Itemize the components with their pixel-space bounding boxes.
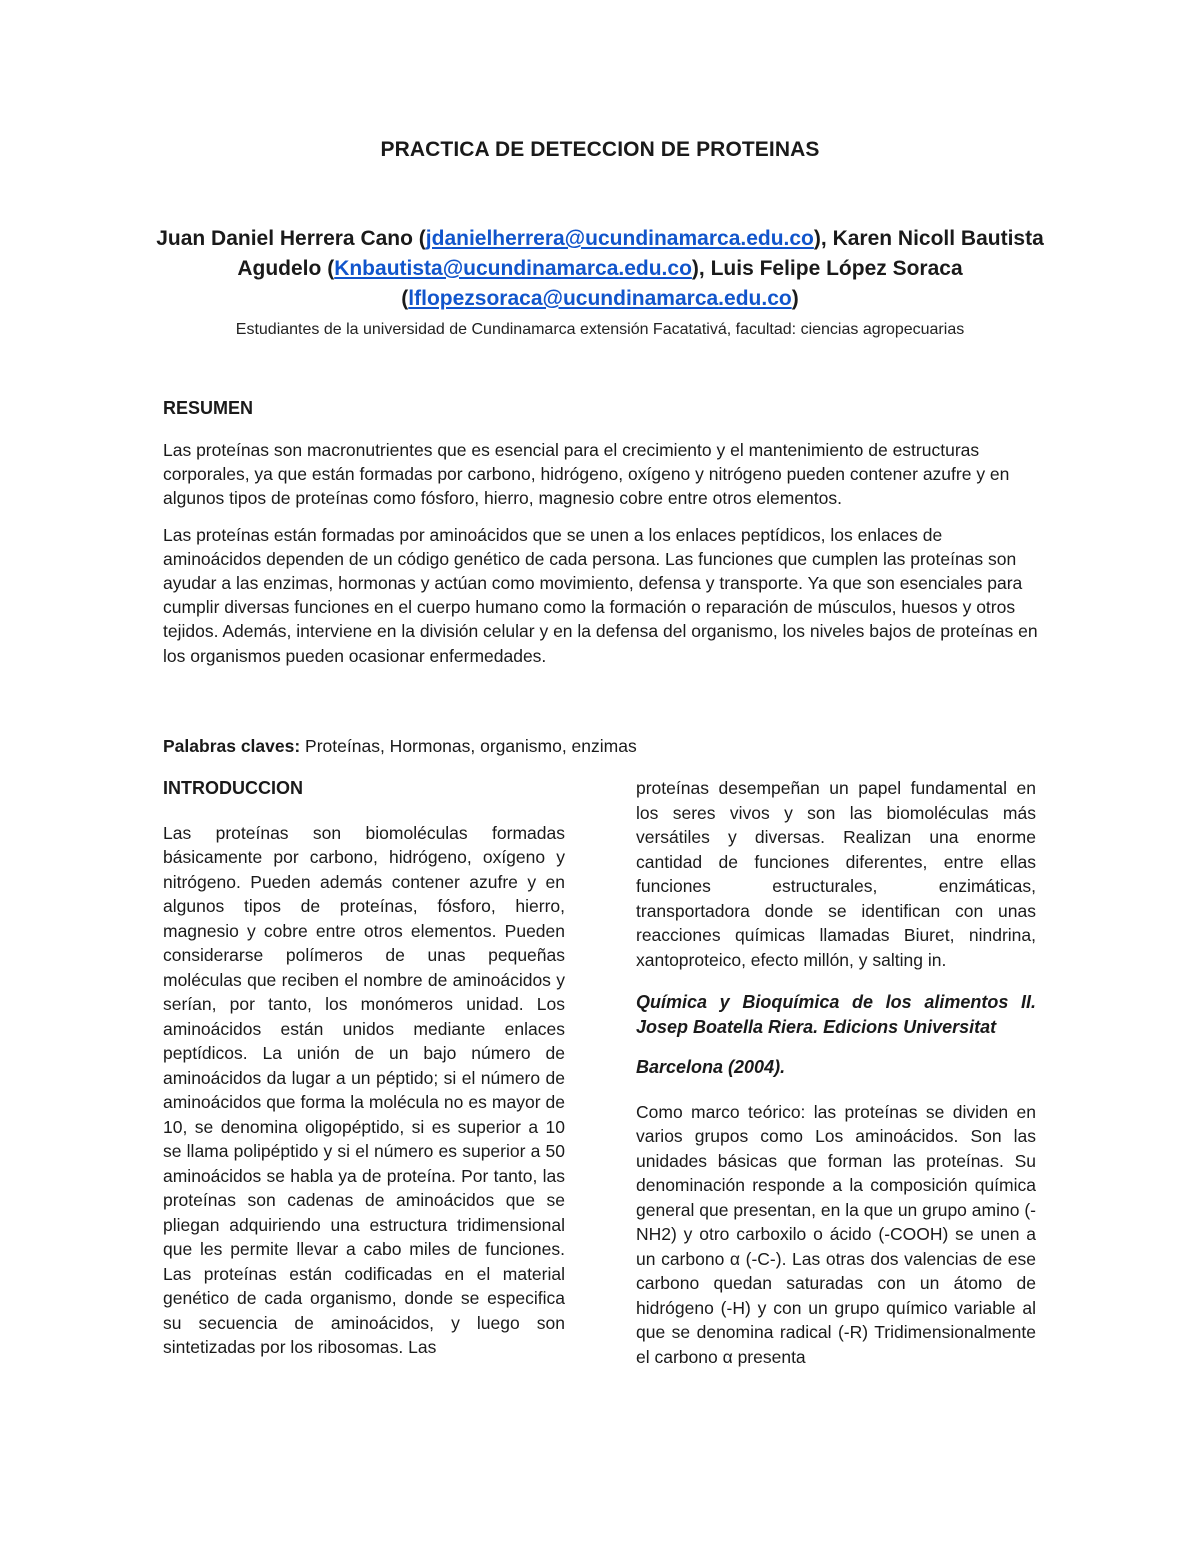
author-name: Juan Daniel Herrera Cano [156,227,413,250]
introduccion-continuation: proteínas desempeñan un papel fundamental en los seres vivos y son las biomoléculas más versátiles y diversas. Realizan una enorme cantidad de funciones diferentes, entre ellas funciones estructurales, enzimáticas, transportadora donde se identifican con unas reacciones químicas llamadas Biuret, nindrina, xantoproteico, efecto millón, y salting in. [636,778,1036,970]
introduccion-paragraph: Las proteínas son biomoléculas formadas básicamente por carbono, hidrógeno, oxígeno y nitrógeno. Pueden además contener azufre y en algunos tipos de proteínas, fósforo, hierro, magnesio y cobre entre otros elementos. Pueden considerarse polímeros de unas pequeñas moléculas que reciben el nombre de aminoácidos y serían, por tanto, los monómeros unidad. Los aminoácidos están unidos mediante enlaces peptídicos. La unión de un bajo número de aminoácidos da lugar a un péptido; si el número de aminoácidos que forma la molécula no es mayor de 10, se denomina oligopéptido, si es superior a 10 se llama polipéptido y si el número es superior a 50 aminoácidos se habla ya de proteína. Por tanto, las proteínas son cadenas de aminoácidos que se pliegan adquiriendo una estructura tridimensional que les permite llevar a cabo miles de funciones. Las proteínas están codificadas en el material genético de cada organismo, donde se especifica su secuencia de aminoácidos, y luego son sintetizadas por los ribosomas. Las [163,822,565,1357]
introduccion-heading: INTRODUCCION [163,778,303,798]
affiliation: Estudiantes de la universidad de Cundinamarca extensión Facatativá, facultad: ciencias agropecuarias [235,321,965,338]
document-title: PRACTICA DE DETECCION DE PROTEINAS [380,138,820,161]
reference-line-1: Química y Bioquímica de los alimentos II. Josep Boatella Riera. Edicions Universitat [636,992,1036,1037]
author-email-link[interactable]: Knbautista@ucundinamarca.edu.co [334,257,692,280]
keywords-line [163,736,1043,757]
author-email-link[interactable]: lflopezsoraca@ucundinamarca.edu.co [408,287,792,310]
authors-block: Juan Daniel Herrera Cano (jdanielherrera@ucundinamarca.edu.co), Karen Nicoll Bautista Agudelo (Knbautista@ucundinamarca.edu.co), Luis Felipe López Soraca (lflopezsoraca@ucundinamarca.edu.co) [156,227,1044,310]
reference-line-2: Barcelona (2004). [636,1057,786,1077]
keywords-label: Palabras claves: [163,736,301,756]
resumen-paragraph: Las proteínas están formadas por aminoácidos que se unen a los enlaces peptídicos, los enlaces de aminoácidos dependen de un código genético de cada persona. Las funciones que cumplen las proteínas son ayudar a las enzimas, hormonas y actúan como movimiento, defensa y transporte. Ya que son esenciales para cumplir diversas funciones en el cuerpo humano como la formación o reparación de músculos, huesos y otros tejidos. Además, interviene en la división celular y en la defensa del organismo, los niveles bajos de proteínas en los organismos pueden ocasionar enfermedades. [163,524,1038,666]
author-name: Karen Nicoll Bautista Agudelo [237,227,1044,280]
left-column [163,776,565,1360]
resumen-paragraph: Las proteínas son macronutrientes que es esencial para el crecimiento y el mantenimiento de estructuras corporales, ya que están formadas por carbono, hidrógeno, oxígeno y nitrógeno pueden contener azufre y en algunos tipos de proteínas como fósforo, hierro, magnesio cobre entre otros elementos. [163,440,1010,509]
keywords-value: Proteínas, Hormonas, organismo, enzimas [300,736,637,756]
marco-teorico-paragraph: Como marco teórico: las proteínas se dividen en varios grupos como Los aminoácidos. Son las unidades básicas que forman las proteínas. Su denominación responde a la composición química general que presentan, en la que un grupo amino (-NH2) y otro carboxilo o ácido (-COOH) se unen a un carbono α (-C-). Las otras dos valencias de ese carbono quedan saturadas con un átomo de hidrógeno (-H) y con un grupo químico variable al que se denomina radical (-R) Tridimensionalmente el carbono α presenta [636,1101,1036,1367]
resumen-heading: RESUMEN [163,398,254,418]
author-name: Luis Felipe López Soraca [710,257,963,280]
right-column [636,776,1036,1369]
resumen-body [163,438,1043,680]
author-email-link[interactable]: jdanielherrera@ucundinamarca.edu.co [425,227,814,250]
